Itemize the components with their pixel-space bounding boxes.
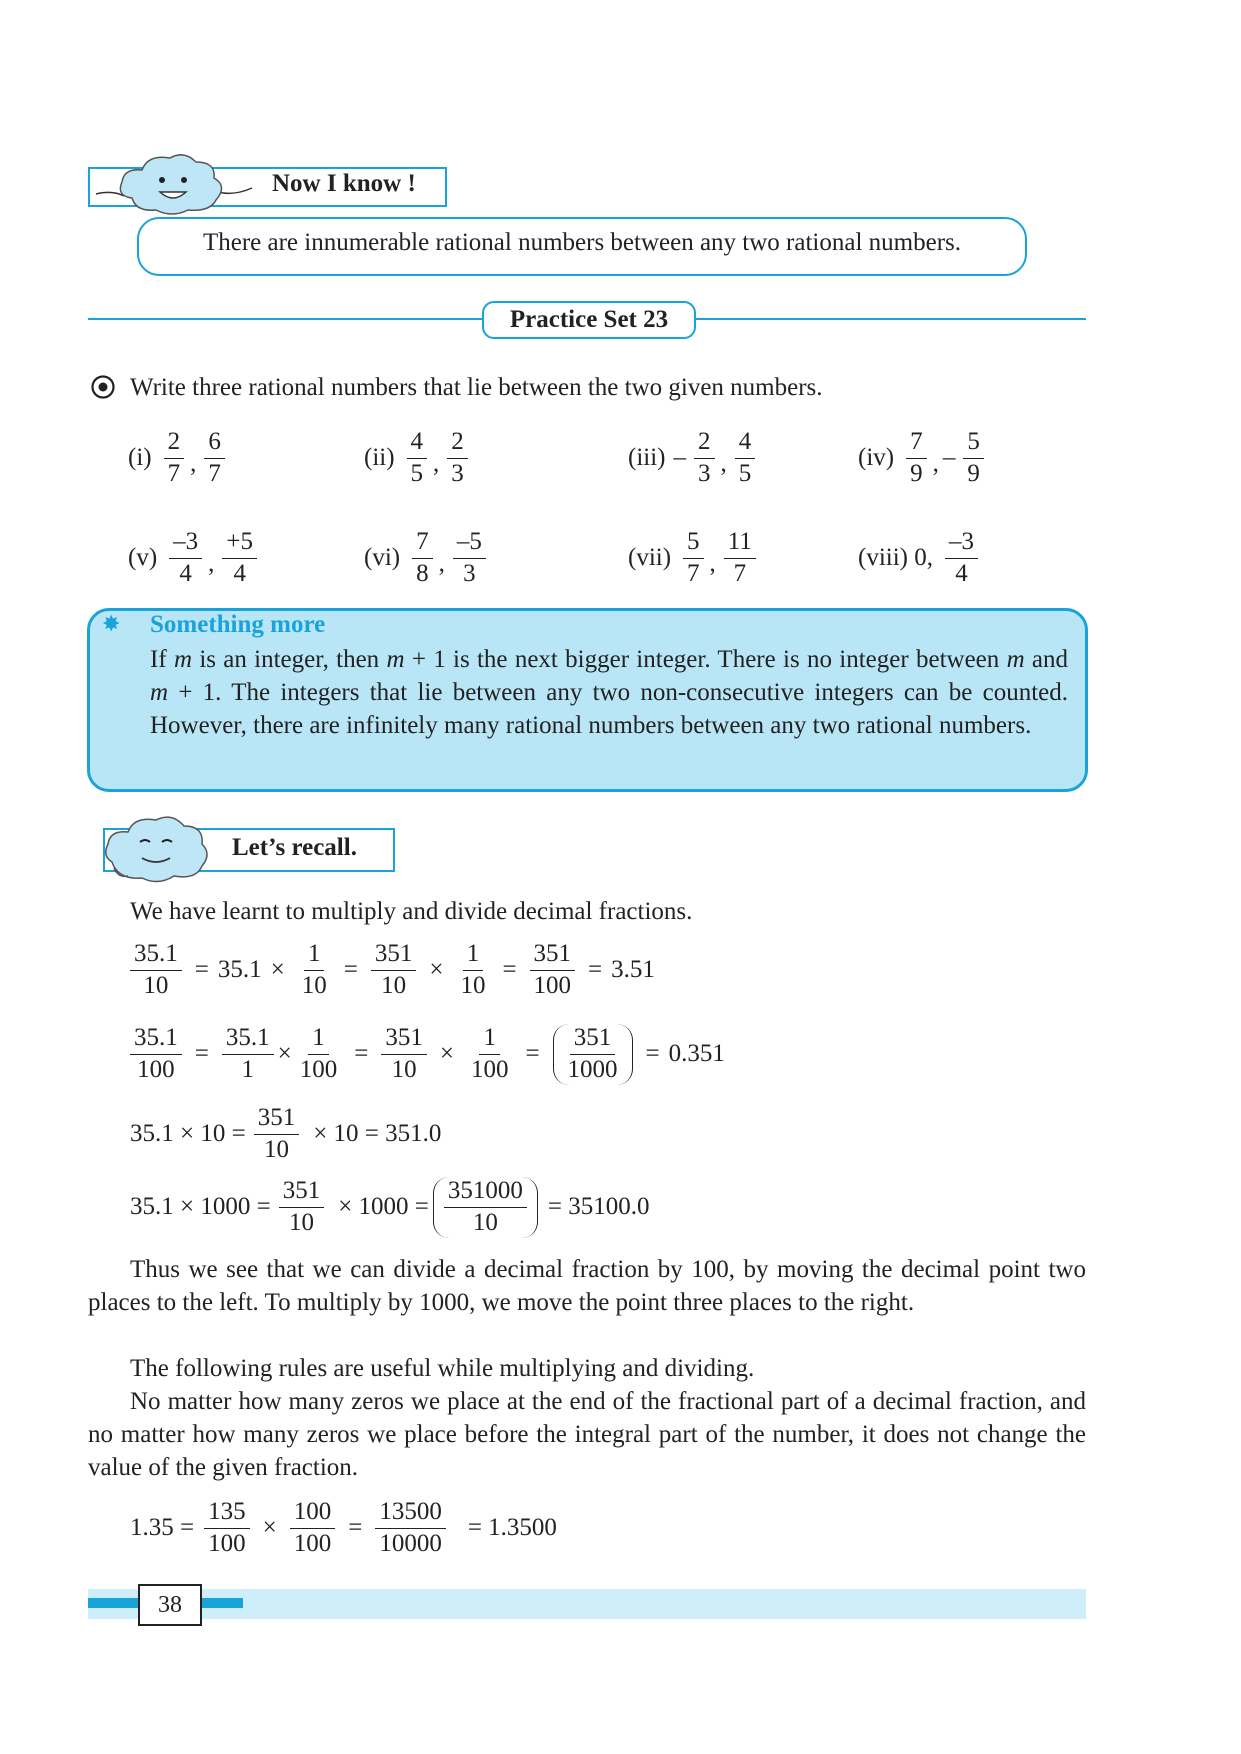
fraction: $\frac{1}{100}$	[299, 1024, 338, 1083]
fraction: $\frac{35.1}{10}$	[130, 940, 182, 1001]
fraction: $\frac{1}{100}$	[470, 1024, 509, 1083]
fraction: $\frac{-3}{4}$	[169, 528, 202, 589]
parenthesis	[433, 1177, 538, 1238]
fraction: $\frac{100}{100}$	[290, 1498, 336, 1559]
fraction: $\frac{1}{10}$	[301, 940, 327, 999]
practice-item-8	[858, 528, 982, 589]
equation-4: 35.1 × 1000 = $\frac{351}{10}$ × 1000 = $\frac{351000}{10}$ = 35100.0	[130, 1177, 650, 1236]
fraction: $\frac{351000}{10}$	[444, 1177, 527, 1238]
fraction: $\frac{35.1}{1}$	[222, 1024, 274, 1085]
fraction: $\frac{2}{7}$	[164, 428, 185, 489]
lets-recall-title: Let’s recall.	[232, 834, 357, 861]
paragraph-2: The following rules are useful while multiplying and dividing.	[130, 1355, 755, 1382]
fraction: $\frac{2}{3}$	[447, 428, 468, 489]
fraction: $\frac{-5}{3}$	[453, 528, 486, 589]
parenthesis	[553, 1024, 633, 1085]
fraction: $\frac{351}{10}$	[254, 1104, 300, 1165]
now-i-know-title: Now I know !	[272, 170, 416, 197]
paragraph-1: Thus we see that we can divide a decimal fraction by 100, by moving the decimal point two places to the left. To multiply by 1000, we move the point three places to the right.	[88, 1256, 1086, 1316]
item-label: (viii) 0,	[858, 544, 933, 572]
fraction: $\frac{7}{9}$	[906, 428, 927, 489]
fraction: $\frac{1}{10}$	[460, 940, 486, 999]
practice-item-1: (i) $\frac{2}{7}$ , $\frac{6}{7}$	[128, 428, 229, 489]
item-label: (ii)	[364, 444, 395, 472]
page-number: 38	[138, 1584, 202, 1626]
fraction: $\frac{5}{7}$	[683, 528, 704, 589]
paragraph-3: No matter how many zeros we place at the end of the fractional part of a decimal fraction, and no matter how many zeros we place before the integral part of the number, it does not change the value of the given fraction.	[88, 1388, 1086, 1481]
item-label: (v)	[128, 544, 158, 572]
practice-item-3: (iii) – $\frac{2}{3}$ , $\frac{4}{5}$	[628, 428, 759, 489]
fraction: $\frac{351}{1000}$	[567, 1024, 618, 1083]
fraction: $\frac{4}{5}$	[407, 428, 428, 489]
star-bullet-icon: ✸	[102, 612, 121, 637]
fraction: $\frac{4}{5}$	[735, 428, 756, 489]
cloud-face-icon	[92, 150, 262, 220]
fraction: $\frac{351}{100}$	[530, 940, 576, 1001]
fraction: $\frac{351}{10}$	[371, 940, 417, 1001]
fraction: $\frac{351}{10}$	[279, 1177, 325, 1238]
equation-5: 1.35 = $\frac{135}{100}$ × $\frac{100}{100}$ = $\frac{13500}{10000}$ = 1.3500	[130, 1498, 557, 1557]
practice-set-title: Practice Set 23	[482, 301, 696, 339]
fraction: $\frac{7}{8}$	[412, 528, 433, 589]
something-more-text: If m is an integer, then m + 1 is the next bigger integer. There is no integer between m and m + 1. The integers that lie between any two non-consecutive integers can be counted. However, there are infinitely many rational numbers between any two rational numbers.	[150, 646, 1069, 739]
item-label: (iv)	[858, 444, 895, 472]
fraction: $\frac{35.1}{100}$	[130, 1024, 182, 1085]
target-bullet-icon	[90, 374, 116, 400]
result: 3.51	[611, 956, 655, 984]
practice-item-7: (vii) $\frac{5}{7}$ , $\frac{11}{7}$	[628, 528, 760, 589]
fraction: $\frac{6}{7}$	[204, 428, 225, 489]
fraction: $\frac{351}{10}$	[381, 1024, 427, 1085]
fraction: $\frac{13500}{10000}$	[375, 1498, 446, 1559]
equation-3: 35.1 × 10 = $\frac{351}{10}$ × 10 = 351.0	[130, 1104, 442, 1163]
fraction: $\frac{2}{3}$	[694, 428, 715, 489]
equation-1: $\frac{35.1}{10}$ = 35.1 × $\frac{1}{10}$ = $\frac{351}{10}$ × $\frac{1}{10}$ = $\frac{351}{100}$ = 3.51	[126, 940, 655, 1001]
cloud-face-icon	[98, 812, 216, 888]
fraction: $\frac{11}{7}$	[724, 528, 756, 589]
fraction: $\frac{135}{100}$	[204, 1498, 250, 1559]
item-label: (iii)	[628, 444, 666, 472]
something-more-title: Something more	[150, 611, 326, 638]
now-i-know-statement: There are innumerable rational numbers between any two rational numbers.	[202, 229, 962, 256]
practice-item-5: (v) $\frac{-3}{4}$ , $\frac{+5}{4}$	[128, 528, 261, 589]
practice-instruction: Write three rational numbers that lie between the two given numbers.	[130, 374, 823, 401]
result: 0.351	[668, 1040, 725, 1068]
minus-sign: –	[942, 444, 956, 472]
practice-item-4: (iv) $\frac{7}{9}$ , – $\frac{5}{9}$	[858, 428, 988, 489]
fraction: $\frac{5}{9}$	[963, 428, 984, 489]
item-label: (vi)	[364, 544, 401, 572]
item-label: (i)	[128, 444, 152, 472]
lets-recall-intro: We have learnt to multiply and divide decimal fractions.	[130, 898, 693, 925]
minus-sign: –	[673, 444, 686, 472]
fraction: $\frac{+5}{4}$	[222, 528, 257, 589]
practice-item-2: (ii) $\frac{4}{5}$ , $\frac{2}{3}$	[364, 428, 472, 489]
equation-2: $\frac{35.1}{100}$ = $\frac{35.1}{1}$ × $\frac{1}{100}$ = $\frac{351}{10}$ × $\frac{1}{100}$ = $\frac{351}{1000}$ = 0.351	[126, 1024, 725, 1085]
item-label: (vii)	[628, 544, 672, 572]
fraction: $\frac{-3}{4}$	[945, 528, 978, 589]
practice-item-6: (vi) $\frac{7}{8}$ , $\frac{-5}{3}$	[364, 528, 490, 589]
